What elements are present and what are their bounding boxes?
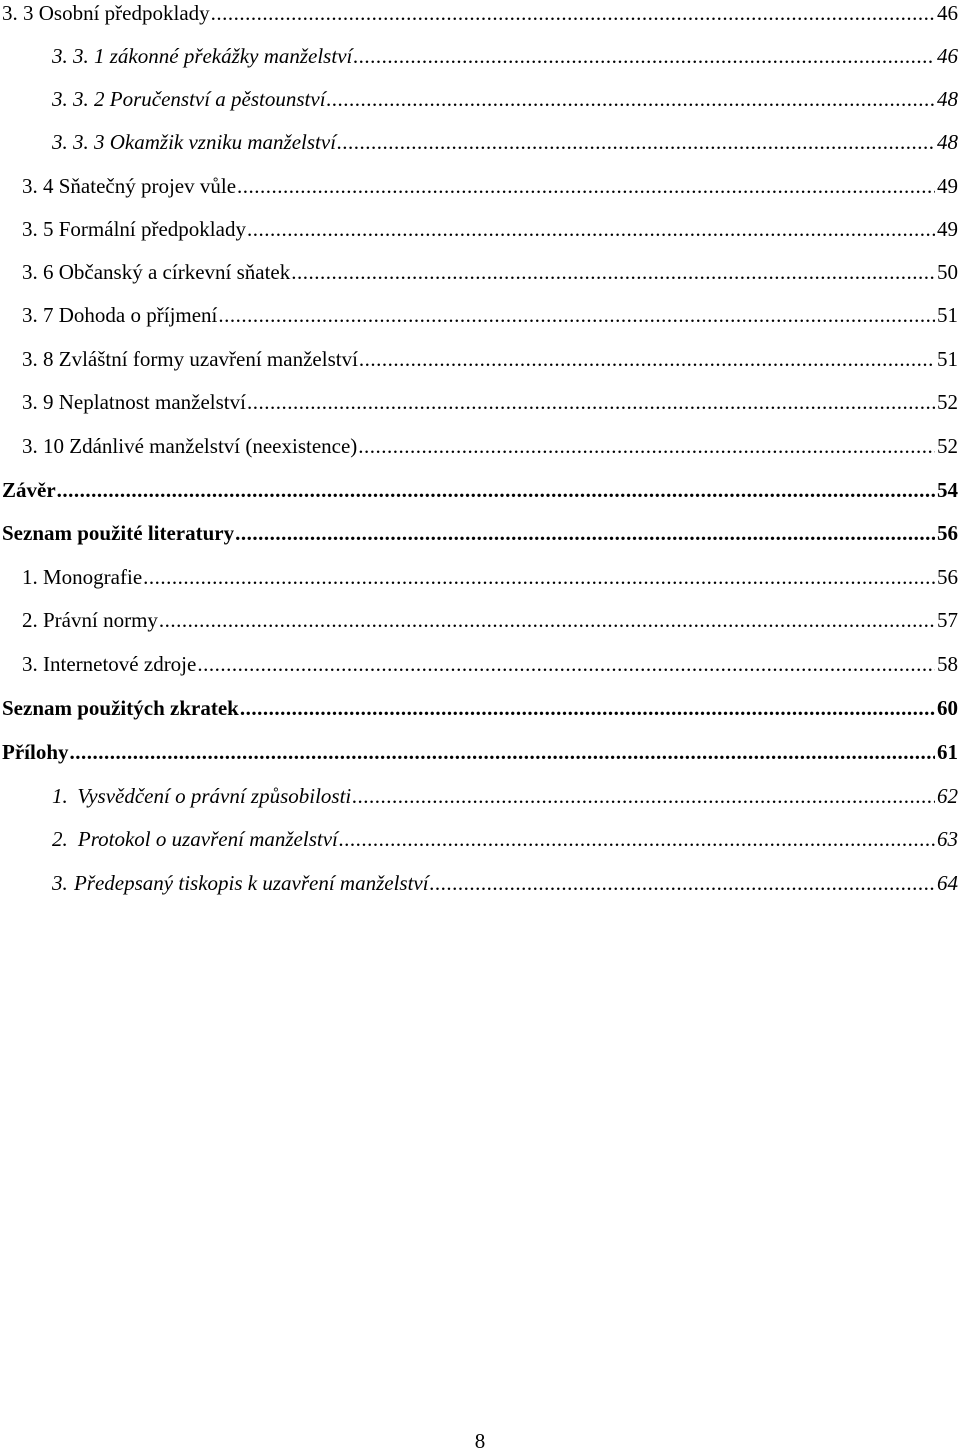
toc-dot-leader xyxy=(327,83,935,115)
toc-entry-3-9[interactable] xyxy=(22,386,958,418)
toc-entry-text: Seznam použité literatury xyxy=(2,521,235,545)
toc-entry-text: Vysvědčení o právní způsobilosti xyxy=(77,784,352,808)
toc-dot-leader xyxy=(159,604,935,636)
toc-entry-text: 3. 10 Zdánlivé manželství (neexistence) xyxy=(22,434,358,458)
toc-page-number: 48 xyxy=(937,87,958,111)
toc-entry-3-5[interactable] xyxy=(22,213,958,245)
toc-entry-text: 3. 5 Formální předpoklady xyxy=(22,217,246,241)
toc-page-number: 61 xyxy=(937,740,958,764)
toc-entry-text: 3. 4 Sňatečný projev vůle xyxy=(22,174,237,198)
toc-page-number: 56 xyxy=(937,521,958,545)
toc-page-number: 51 xyxy=(937,303,958,327)
toc-entry-3-3[interactable] xyxy=(2,0,958,29)
toc-dot-leader xyxy=(247,213,935,245)
toc-entry-text: 3. 8 Zvláštní formy uzavření manželství xyxy=(22,347,358,371)
toc-entry-text: 3. 9 Neplatnost manželství xyxy=(22,390,246,414)
toc-entry-number: 1. xyxy=(52,784,68,808)
toc-entry-number: 3. xyxy=(52,871,68,895)
toc-entry-priloha-1[interactable] xyxy=(52,780,958,812)
toc-dot-leader xyxy=(430,867,935,899)
toc-dot-leader xyxy=(237,170,935,202)
toc-entry-3-7[interactable] xyxy=(22,299,958,331)
toc-entry-literatura[interactable] xyxy=(2,517,958,549)
toc-entry-3-4[interactable] xyxy=(22,170,958,202)
toc-entry-text: 3. 3 Osobní předpoklady xyxy=(2,1,210,25)
page-number: 8 xyxy=(474,1429,486,1453)
toc-entry-prilohy[interactable] xyxy=(2,736,958,768)
toc-page-number: 57 xyxy=(937,608,958,632)
toc-entry-text: Seznam použitých zkratek xyxy=(2,696,239,720)
toc-entry-text: 3. 3. 2 Poručenství a pěstounství xyxy=(52,87,326,111)
toc-entry-3-10[interactable] xyxy=(22,430,958,462)
toc-entry-text: 3. 3. 3 Okamžik vzniku manželství xyxy=(52,130,337,154)
toc-entry-text: 3. 3. 1 zákonné překážky manželství xyxy=(52,44,353,68)
toc-entry-3-3-3[interactable] xyxy=(52,126,958,158)
toc-entry-number: 2. xyxy=(52,827,68,851)
toc-dot-leader xyxy=(211,0,935,29)
toc-page-number: 49 xyxy=(937,217,958,241)
toc-dot-leader xyxy=(197,648,935,680)
toc-dot-leader xyxy=(358,430,935,462)
toc-dot-leader xyxy=(359,343,935,375)
toc-dot-leader xyxy=(70,736,936,768)
toc-dot-leader xyxy=(240,692,935,724)
toc-entry-text: Protokol o uzavření manželství xyxy=(77,827,338,851)
toc-dot-leader xyxy=(143,561,935,593)
toc-entry-zkratky[interactable] xyxy=(2,692,958,724)
toc-dot-leader xyxy=(352,780,935,812)
toc-entry-text: Přílohy xyxy=(2,740,69,764)
toc-page-number: 46 xyxy=(937,1,958,25)
toc-page-number: 64 xyxy=(937,871,958,895)
toc-entry-text: Předepsaný tiskopis k uzavření manželství xyxy=(73,871,429,895)
toc-page-number: 52 xyxy=(937,390,958,414)
toc-entry-pravni-normy[interactable] xyxy=(22,604,958,636)
toc-entry-internetove-zdroje[interactable] xyxy=(22,648,958,680)
toc-dot-leader xyxy=(339,823,935,855)
toc-page-number: 48 xyxy=(937,130,958,154)
toc-page-number: 60 xyxy=(937,696,958,720)
toc-dot-leader xyxy=(218,299,935,331)
toc-dot-leader xyxy=(235,517,935,549)
toc-page-number: 63 xyxy=(937,827,958,851)
toc-page-number: 62 xyxy=(937,784,958,808)
toc-entry-3-3-2[interactable] xyxy=(52,83,958,115)
toc-page-number: 56 xyxy=(937,565,958,589)
toc-entry-text: 3. 6 Občanský a církevní sňatek xyxy=(22,260,291,284)
toc-entry-monografie[interactable] xyxy=(22,561,958,593)
toc-dot-leader xyxy=(353,40,935,72)
toc-entry-3-8[interactable] xyxy=(22,343,958,375)
toc-page-number: 49 xyxy=(937,174,958,198)
toc-page-number: 58 xyxy=(937,652,958,676)
toc-dot-leader xyxy=(247,386,935,418)
toc-entry-priloha-2[interactable] xyxy=(52,823,958,855)
toc-entry-text: Závěr xyxy=(2,478,56,502)
toc-entry-text: 3. Internetové zdroje xyxy=(22,652,197,676)
toc-page-number: 50 xyxy=(937,260,958,284)
toc-entry-zaver[interactable] xyxy=(2,474,958,506)
toc-page-number: 51 xyxy=(937,347,958,371)
toc-dot-leader xyxy=(57,474,935,506)
toc-page-number: 54 xyxy=(937,478,958,502)
toc-page-number: 46 xyxy=(937,44,958,68)
toc-entry-text: 1. Monografie xyxy=(22,565,143,589)
toc-entry-text: 2. Právní normy xyxy=(22,608,158,632)
toc-entry-priloha-3[interactable] xyxy=(52,867,958,899)
toc-entry-3-3-1[interactable] xyxy=(52,40,958,72)
toc-entry-3-6[interactable] xyxy=(22,256,958,288)
toc-entry-text: 3. 7 Dohoda o příjmení xyxy=(22,303,218,327)
toc-dot-leader xyxy=(291,256,935,288)
toc-page-number: 52 xyxy=(937,434,958,458)
toc-dot-leader xyxy=(337,126,935,158)
